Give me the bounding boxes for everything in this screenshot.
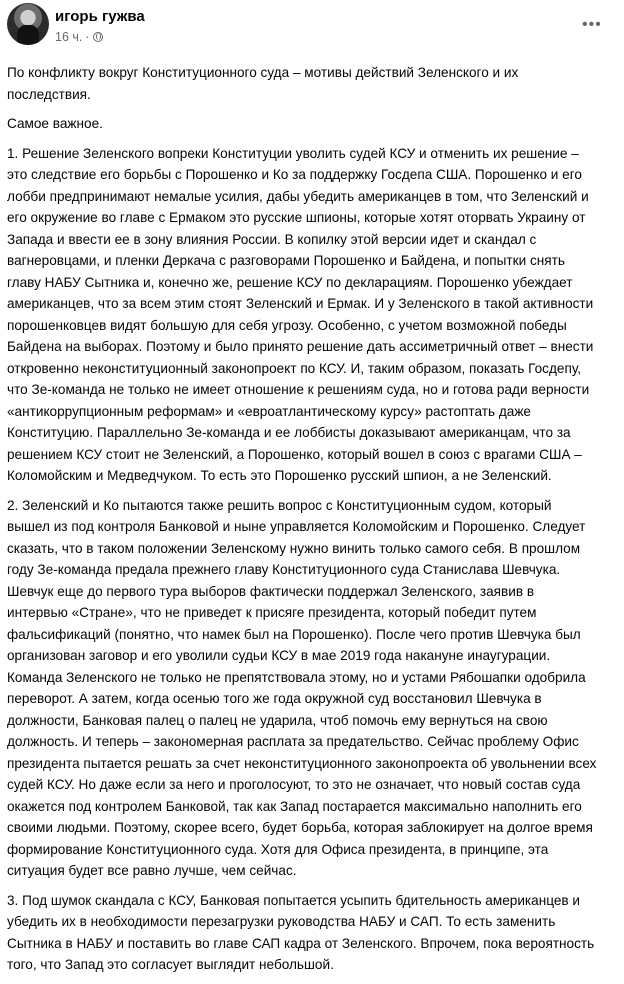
text-line: лобби предпринимают немалые усилия, дабы убедить американцев в том, что Зеленский и bbox=[7, 188, 589, 204]
text-line: 3. Под шумок скандала с КСУ, Банковая попытается усыпить бдительность американцев и bbox=[7, 892, 581, 908]
post-paragraph bbox=[7, 143, 619, 487]
text-line: откровенно неконституционный законопроект по КСУ. И, таким образом, показать Госдепу, bbox=[7, 360, 582, 376]
text-line: вагнеровцами, и пленки Деркача с разговорами Порошенко и Байдена, и попытки снять bbox=[7, 253, 565, 268]
text-line: американцев, что за всем этим стоят Зеленский и Ермак. И у Зеленского в такой активности bbox=[7, 296, 594, 311]
post-paragraph bbox=[7, 890, 619, 976]
text-line: Запада и ввести ее в зону влияния России. В копилку этой версии идет и скандал с bbox=[7, 231, 537, 247]
post-meta bbox=[55, 30, 103, 44]
text-line: должности, Банковая палец о палец не ударила, чтоб помочь ему вернуться на свою bbox=[7, 712, 548, 728]
text-line: Шевчук еще до первого тура выборов фактически поддержал Зеленского, заявив в bbox=[7, 583, 535, 599]
text-line: Самое важное. bbox=[7, 116, 103, 131]
text-line: судей КСУ. Но даже если за него и проголосуют, то это не означает, что новый состав суда bbox=[7, 777, 581, 792]
text-line: Конституцию. Параллельно Зе-команда и ее лоббисты доказывают американцам, что за bbox=[7, 425, 571, 440]
post-paragraph bbox=[7, 113, 619, 135]
post-text bbox=[7, 62, 619, 984]
text-line: сказать, что в таком положении Зеленскому нужно винить только самого себя. В прошлом bbox=[7, 540, 581, 556]
text-line: Коломойским и Медведчуком. То есть это Порошенко русский шпион, а не Зеленский. bbox=[7, 468, 552, 483]
text-line: президента пытается решать за счет неконституционного законопроекта об увольнении всех bbox=[7, 755, 597, 771]
post-paragraph bbox=[7, 62, 619, 105]
post-paragraph bbox=[7, 495, 619, 882]
text-line: интервью «Стране», что не приведет к присяге президента, который победит путем bbox=[7, 605, 537, 620]
text-line: окажется под контролем Банковой, так как Запад постарается максимально наполнить его bbox=[7, 798, 582, 814]
text-line: Сытника в НАБУ и поставить во главе САП кадра от Зеленского. Впрочем, пока вероятность bbox=[7, 935, 595, 951]
text-line: фальсификаций (понятно, что намек был на Порошенко). После чего против Шевчука был bbox=[7, 626, 581, 642]
text-line: вышел из под контроля Банковой и ныне управляется Коломойским и Порошенко. Следует bbox=[7, 519, 586, 534]
text-line: организован заговор и его уволили судьи КСУ в мае 2019 года накануне инаугурации. bbox=[7, 648, 551, 663]
text-line: последствия. bbox=[7, 86, 91, 102]
text-line: порошенковцев видят большую для себя угрозу. Особенно, с учетом возможной победы bbox=[7, 317, 567, 333]
text-line: что Зе-команда не только не имеет отношение к решениям суда, но и готова ради верности bbox=[7, 382, 590, 397]
post-timestamp[interactable]: 16 ч. bbox=[55, 30, 83, 44]
text-line: Команда Зеленского не только не препятствовала этому, но и устами Рябошапки одобрила bbox=[7, 669, 586, 685]
text-line: «антикоррупционным реформам» и «евроатлантическому курсу» растоптать даже bbox=[7, 403, 531, 419]
text-line: его окружение во главе с Ермаком это русские шпионы, которые хотят оторвать Украину от bbox=[7, 210, 586, 225]
text-line: По конфликту вокруг Конституционного суда – мотивы действий Зеленского и их bbox=[7, 65, 519, 80]
text-line: убедить их в необходимости перезагрузки руководства НАБУ и САП. То есть заменить bbox=[7, 914, 556, 929]
text-line: 1. Решение Зеленского вопреки Конституции уволить судей КСУ и отменить их решение – bbox=[7, 145, 579, 161]
author-avatar[interactable] bbox=[7, 3, 49, 45]
text-line: решением КСУ стоит не Зеленский, а Порошенко, который вошел в союз с врагами США – bbox=[7, 446, 582, 462]
text-line: ситуация будет все равно лучше, чем сейчас. bbox=[7, 863, 297, 878]
text-line: Байдена на выборах. Поэтому и было принято решение дать ассиметричный ответ – внести bbox=[7, 339, 594, 354]
more-options-icon[interactable]: ••• bbox=[582, 16, 602, 33]
globe-icon bbox=[93, 32, 103, 42]
text-line: того, что Запад это согласует выглядит небольшой. bbox=[7, 957, 334, 972]
text-line: переворот. А затем, когда осенью того же года окружной суд восстановил Шевчука в bbox=[7, 691, 542, 706]
text-line: своими людьми. Поэтому, скорее всего, будет борьба, которая заблокирует на долгое время bbox=[7, 820, 593, 835]
author-name[interactable]: игорь гужва bbox=[55, 8, 145, 25]
text-line: 2. Зеленский и Ко пытаются также решить вопрос с Конституционным судом, который bbox=[7, 497, 552, 513]
text-line: формирование Конституционного суда. Хотя для Офиса президента, в принципе, эта bbox=[7, 841, 549, 857]
text-line: году Зе-команда предала прежнего главу Конституционного суда Станислава Шевчука. bbox=[7, 562, 561, 577]
text-line: должность. И теперь – закономерная расплата за предательство. Сейчас проблему Офис bbox=[7, 734, 579, 749]
text-line: главу НАБУ Сытника и, конечно же, решение КСУ по декларациям. Порошенко убеждает bbox=[7, 274, 573, 290]
text-line: это следствие его борьбы с Порошенко и Ко за поддержку Госдепа США. Порошенко и его bbox=[7, 167, 582, 182]
meta-separator: · bbox=[85, 30, 90, 44]
